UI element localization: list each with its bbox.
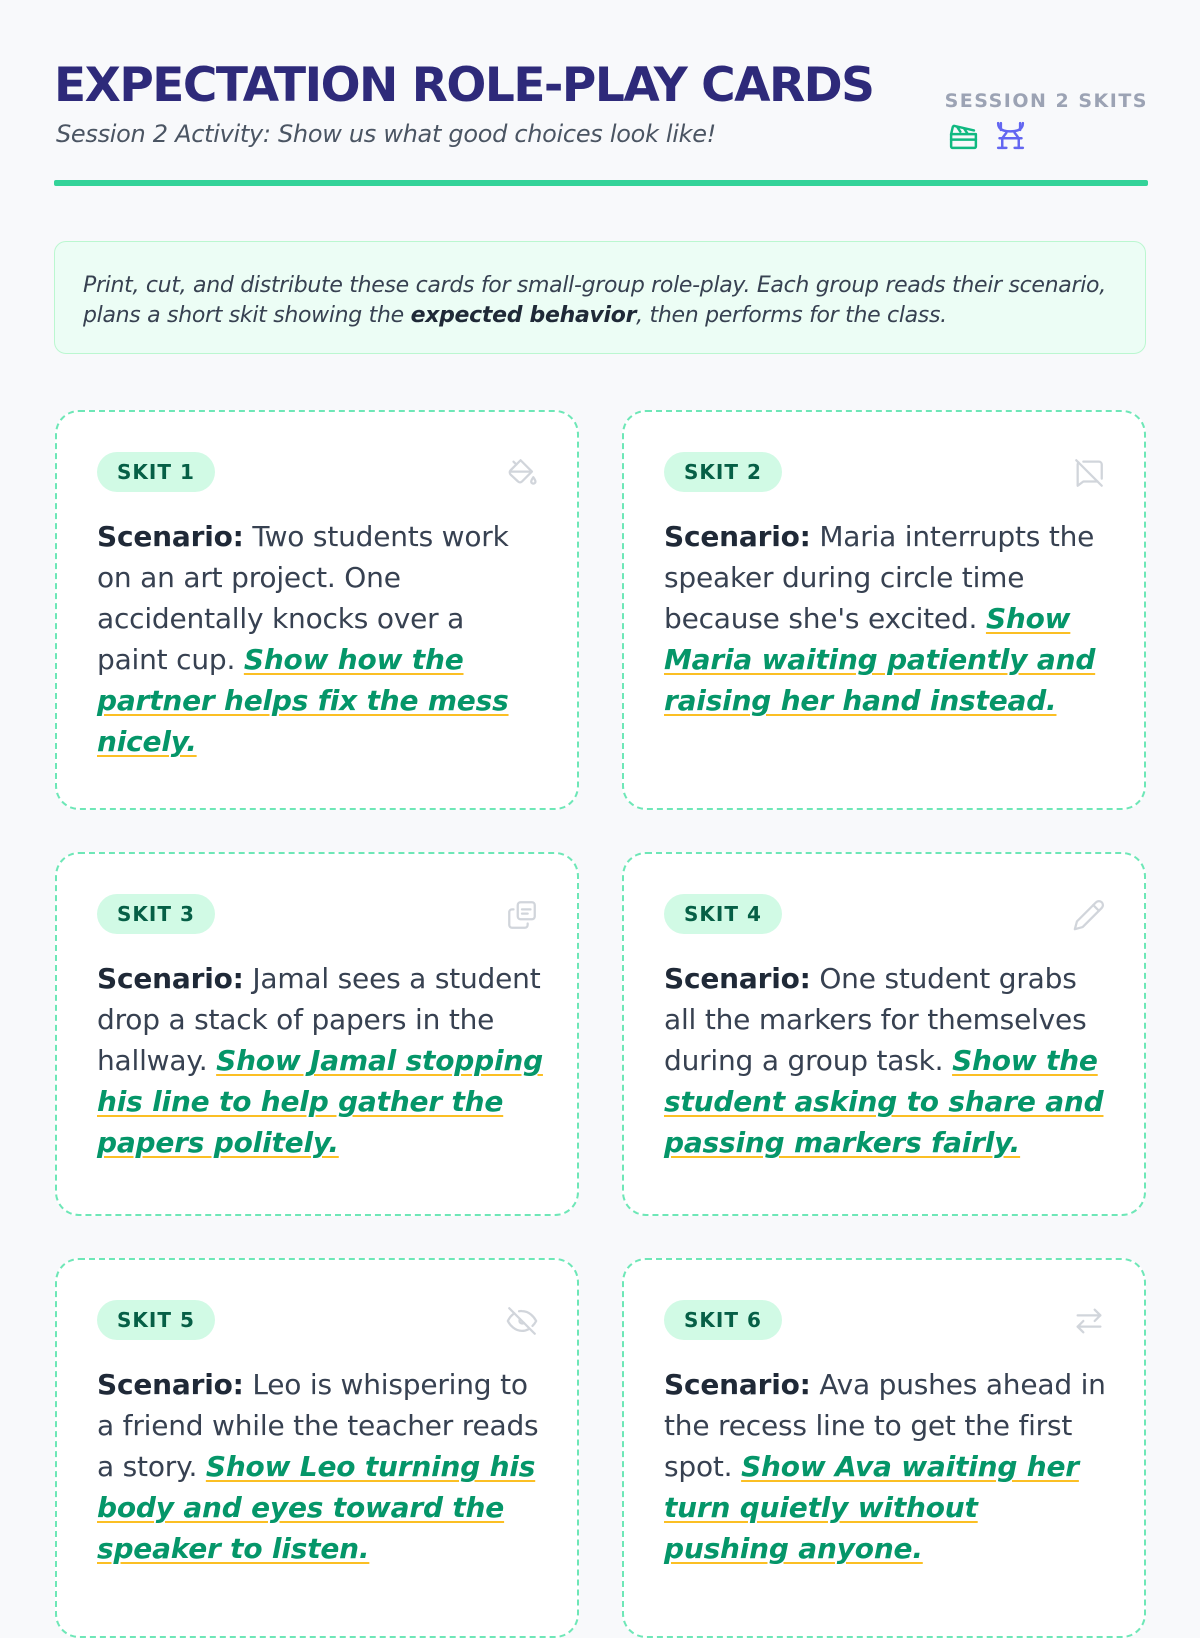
session-tag: SESSION 2 SKITS xyxy=(944,90,1148,112)
expected-behavior: Show how the partner helps fix the mess nicely. xyxy=(97,643,509,758)
instructions-box xyxy=(54,241,1146,354)
scenario-label: Scenario: xyxy=(664,1368,811,1401)
page-subtitle: Session 2 Activity: Show us what good choices look like! xyxy=(56,120,717,148)
skit-description xyxy=(664,1364,1110,1569)
message-off-icon xyxy=(1072,456,1106,490)
pencil-icon xyxy=(1072,898,1106,932)
scenario-label: Scenario: xyxy=(97,1368,244,1401)
skit-badge: SKIT 3 xyxy=(97,894,215,934)
copy-icon xyxy=(505,898,539,932)
skit-badge: SKIT 6 xyxy=(664,1300,782,1340)
scenario-text: Jamal sees a student drop a stack of papers in the hallway. xyxy=(97,962,541,1077)
expected-behavior: Show Leo turning his body and eyes toward the speaker to listen. xyxy=(97,1450,536,1565)
skit-description xyxy=(664,516,1110,721)
skit-card-3 xyxy=(55,852,579,1216)
expected-behavior: Show Jamal stopping his line to help gather the papers politely. xyxy=(97,1044,543,1159)
scenario-text: Leo is whispering to a friend while the teacher reads a story. xyxy=(97,1368,539,1483)
skit-description xyxy=(97,1364,543,1569)
scenario-label: Scenario: xyxy=(664,962,811,995)
skit-description xyxy=(664,958,1110,1163)
skit-description xyxy=(97,516,543,762)
expected-behavior: Show the student asking to share and passing markers fairly. xyxy=(664,1044,1104,1159)
skit-badge: SKIT 5 xyxy=(97,1300,215,1340)
scenario-text: Two students work on an art project. One accidentally knocks over a paint cup. xyxy=(97,520,509,676)
scenario-label: Scenario: xyxy=(664,520,811,553)
instructions-text: Print, cut, and distribute these cards for small-group role-play. Each group reads their scenario, plans a short skit showing the xyxy=(83,273,1106,328)
skit-badge: SKIT 2 xyxy=(664,452,782,492)
swap-arrows-icon xyxy=(1072,1304,1106,1338)
expected-behavior: Show Maria waiting patiently and raising her hand instead. xyxy=(664,602,1096,717)
clapperboard-icon xyxy=(947,119,980,152)
skit-card-2 xyxy=(622,410,1146,810)
eye-off-icon xyxy=(505,1304,539,1338)
expected-behavior: Show Ava waiting her turn quietly without pushing anyone. xyxy=(664,1450,1079,1565)
scenario-label: Scenario: xyxy=(97,520,244,553)
instructions-text-end: , then performs for the class. xyxy=(636,303,947,328)
skit-card-1 xyxy=(55,410,579,810)
paint-bucket-icon xyxy=(505,456,539,490)
scenario-text: Ava pushes ahead in the recess line to get the first spot. xyxy=(664,1368,1106,1483)
page-header xyxy=(54,50,1148,190)
scenario-text: One student grabs all the markers for themselves during a group task. xyxy=(664,962,1087,1077)
scenario-text: Maria interrupts the speaker during circle time because she's excited. xyxy=(664,520,1095,635)
instructions-emphasis: expected behavior xyxy=(410,303,637,328)
skit-badge: SKIT 4 xyxy=(664,894,782,934)
skit-card-6 xyxy=(622,1258,1146,1638)
header-divider xyxy=(54,180,1148,186)
theater-icon xyxy=(994,119,1027,152)
page-title: EXPECTATION ROLE-PLAY CARDS xyxy=(54,58,874,113)
skit-description xyxy=(97,958,543,1163)
skit-card-4 xyxy=(622,852,1146,1216)
scenario-label: Scenario: xyxy=(97,962,244,995)
skit-card-5 xyxy=(55,1258,579,1638)
session-icons xyxy=(947,119,1027,152)
skit-badge: SKIT 1 xyxy=(97,452,215,492)
